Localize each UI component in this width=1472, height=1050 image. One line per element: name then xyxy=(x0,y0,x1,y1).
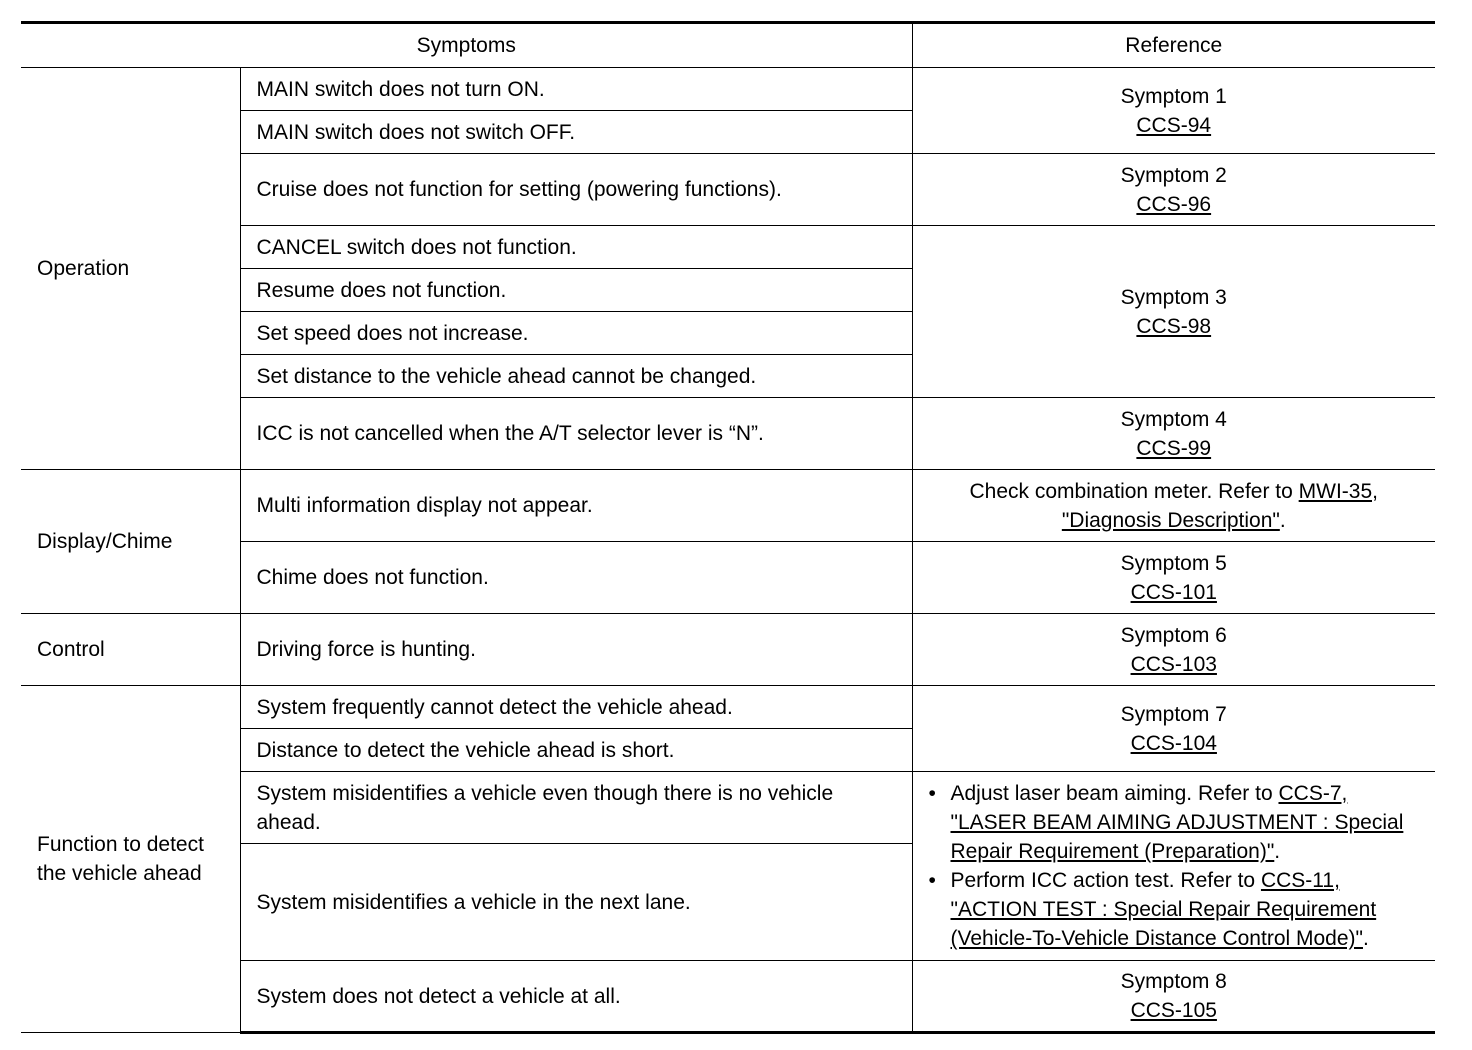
reference-cell xyxy=(912,470,1435,542)
laser-reference-list xyxy=(927,779,1428,953)
category-detect-vehicle: Function to detect the vehicle ahead xyxy=(21,686,240,1033)
table-row xyxy=(21,686,1435,729)
reference-label: Symptom 6 xyxy=(1120,623,1227,647)
action-test-link[interactable]: CCS-11, "ACTION TEST : Special Repair Requirement (Vehicle-To-Vehicle Distance Control Mode)" xyxy=(950,869,1377,950)
reference-link[interactable]: CCS-98 xyxy=(1136,314,1212,338)
reference-header: Reference xyxy=(912,23,1435,68)
action-test-suffix: . xyxy=(1362,927,1369,950)
reference-cell xyxy=(912,226,1435,398)
symptoms-header: Symptoms xyxy=(21,23,912,68)
reference-cell xyxy=(912,686,1435,772)
laser-item-prefix: Adjust laser beam aiming. Refer to xyxy=(950,782,1279,805)
reference-link[interactable]: CCS-94 xyxy=(1136,113,1212,137)
reference-link[interactable]: CCS-99 xyxy=(1136,436,1212,460)
group-control xyxy=(21,614,1435,686)
reference-cell xyxy=(912,772,1435,961)
category-display-chime: Display/Chime xyxy=(21,470,240,614)
reference-cell xyxy=(912,542,1435,614)
symptom-cell: System misidentifies a vehicle in the next lane. xyxy=(240,844,912,961)
reference-cell xyxy=(912,154,1435,226)
meter-reference-link[interactable]: MWI-35, "Diagnosis Description" xyxy=(1061,479,1378,532)
reference-label: Symptom 1 xyxy=(1120,84,1227,108)
symptom-cell: System does not detect a vehicle at all. xyxy=(240,961,912,1033)
symptom-cell: Chime does not function. xyxy=(240,542,912,614)
reference-label: Symptom 3 xyxy=(1120,285,1227,309)
reference-link[interactable]: CCS-96 xyxy=(1136,192,1212,216)
symptom-cell: Set speed does not increase. xyxy=(240,312,912,355)
meter-reference-prefix: Check combination meter. Refer to xyxy=(969,479,1299,503)
diagnosis-table-sheet xyxy=(21,21,1435,1034)
category-operation: Operation xyxy=(21,68,240,470)
reference-link[interactable]: CCS-101 xyxy=(1130,580,1217,604)
reference-link[interactable]: CCS-103 xyxy=(1130,652,1217,676)
reference-cell xyxy=(912,614,1435,686)
symptom-cell: System misidentifies a vehicle even though there is no vehicle ahead. xyxy=(240,772,912,844)
laser-item-link[interactable]: CCS-7, "LASER BEAM AIMING ADJUSTMENT : Special Repair Requirement (Preparation)" xyxy=(950,782,1404,863)
meter-reference-suffix: . xyxy=(1279,508,1286,532)
reference-label: Symptom 8 xyxy=(1120,970,1227,993)
reference-label: Symptom 7 xyxy=(1120,702,1227,726)
reference-cell xyxy=(912,68,1435,154)
table-row xyxy=(21,614,1435,686)
symptom-cell: Distance to detect the vehicle ahead is short. xyxy=(240,729,912,772)
list-item xyxy=(927,866,1428,953)
group-operation xyxy=(21,68,1435,470)
header-row xyxy=(21,23,1435,68)
symptom-cell: MAIN switch does not turn ON. xyxy=(240,68,912,111)
symptom-cell: Resume does not function. xyxy=(240,269,912,312)
reference-link[interactable]: CCS-105 xyxy=(1130,999,1217,1022)
symptom-table xyxy=(21,21,1435,1034)
group-detect-vehicle xyxy=(21,686,1435,1033)
symptom-cell: Set distance to the vehicle ahead cannot be changed. xyxy=(240,355,912,398)
reference-cell xyxy=(912,961,1435,1033)
symptom-cell: System frequently cannot detect the vehicle ahead. xyxy=(240,686,912,729)
list-item xyxy=(927,779,1428,866)
meter-reference-text xyxy=(913,477,1436,535)
reference-link[interactable]: CCS-104 xyxy=(1130,731,1217,755)
group-display-chime xyxy=(21,470,1435,614)
category-control: Control xyxy=(21,614,240,686)
reference-label: Symptom 2 xyxy=(1120,163,1227,187)
symptom-cell: MAIN switch does not switch OFF. xyxy=(240,111,912,154)
laser-item-suffix: . xyxy=(1274,840,1281,863)
table-row xyxy=(21,470,1435,542)
symptom-cell: Driving force is hunting. xyxy=(240,614,912,686)
reference-label: Symptom 5 xyxy=(1120,551,1227,575)
table-row xyxy=(21,68,1435,111)
reference-cell xyxy=(912,398,1435,470)
symptom-cell: Cruise does not function for setting (powering functions). xyxy=(240,154,912,226)
reference-label: Symptom 4 xyxy=(1120,407,1227,431)
symptom-cell: Multi information display not appear. xyxy=(240,470,912,542)
symptom-cell: CANCEL switch does not function. xyxy=(240,226,912,269)
symptom-cell: ICC is not cancelled when the A/T selector lever is “N”. xyxy=(240,398,912,470)
action-test-prefix: Perform ICC action test. Refer to xyxy=(950,869,1261,892)
